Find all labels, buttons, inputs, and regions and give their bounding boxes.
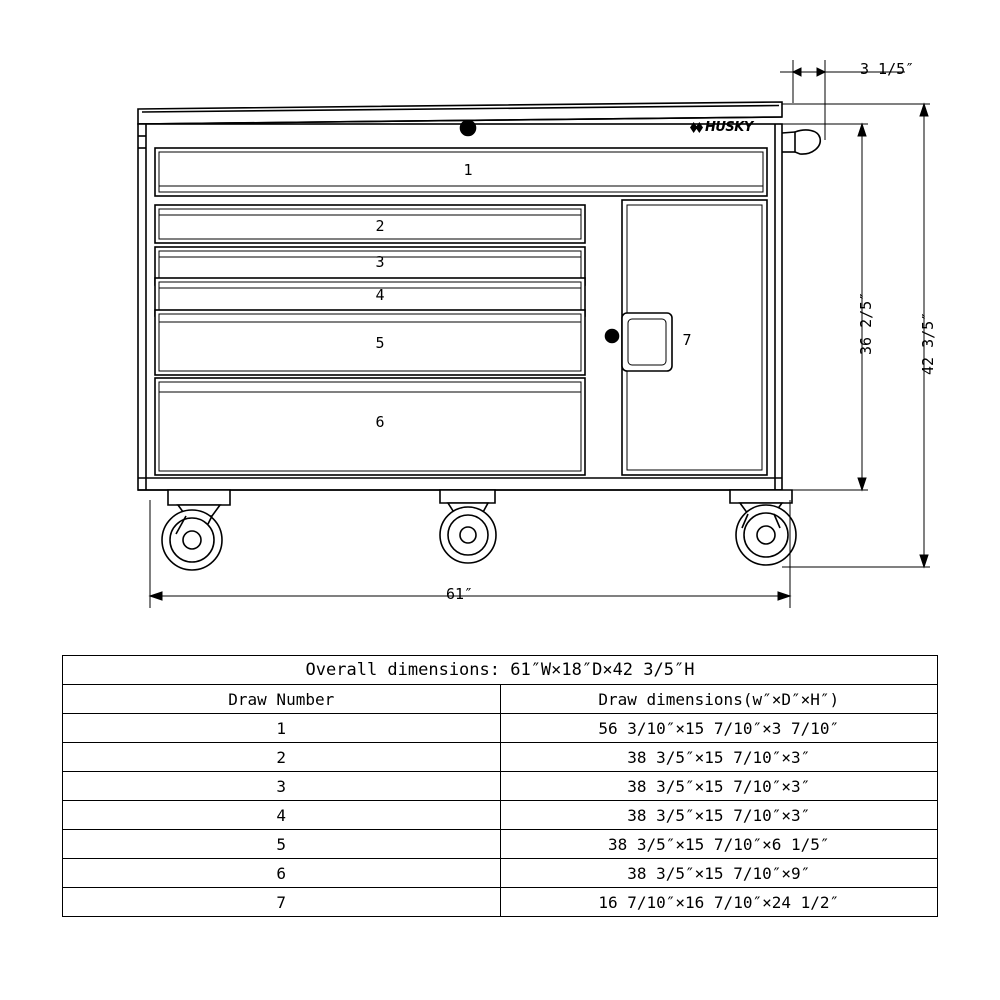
drawer-label-6: 6 (375, 413, 385, 431)
table-header-row (63, 685, 938, 714)
drawer-label-3: 3 (375, 253, 385, 271)
drawer-label-1: 1 (463, 161, 473, 179)
row-number: 1 (63, 714, 501, 743)
table-row (63, 830, 938, 859)
row-dims: 38 3/5″×15 7/10″×6 1/5″ (500, 830, 938, 859)
row-dims: 38 3/5″×15 7/10″×9″ (500, 859, 938, 888)
drawer-label-5: 5 (375, 334, 385, 352)
row-number: 5 (63, 830, 501, 859)
row-dims: 38 3/5″×15 7/10″×3″ (500, 772, 938, 801)
drawer-label-7: 7 (682, 331, 692, 349)
row-dims: 38 3/5″×15 7/10″×3″ (500, 801, 938, 830)
table-row (63, 888, 938, 917)
row-number: 6 (63, 859, 501, 888)
drawer-label-2: 2 (375, 217, 385, 235)
table-row (63, 743, 938, 772)
brand-wordmark: HUSKY (705, 120, 753, 135)
row-dims: 38 3/5″×15 7/10″×3″ (500, 743, 938, 772)
table-row (63, 859, 938, 888)
row-dims: 56 3/10″×15 7/10″×3 7/10″ (500, 714, 938, 743)
header-draw-dimensions: Draw dimensions(w″×D″×H″) (500, 685, 938, 714)
drawer-label-4: 4 (375, 286, 385, 304)
row-number: 4 (63, 801, 501, 830)
overall-dimensions-title: Overall dimensions: 61″W×18″D×42 3/5″H (63, 656, 938, 685)
row-number: 3 (63, 772, 501, 801)
table-row (63, 801, 938, 830)
row-number: 2 (63, 743, 501, 772)
table-row (63, 714, 938, 743)
dim-top-offset: 3 1/5″ (860, 60, 915, 78)
table-row-title (63, 656, 938, 685)
dimensions-table (62, 655, 938, 917)
table-row (63, 772, 938, 801)
header-draw-number: Draw Number (63, 685, 501, 714)
dim-total-height: 42 3/5″ (919, 311, 937, 375)
husky-mark-icon (690, 122, 703, 133)
husky-brand-logo (690, 120, 753, 135)
row-number: 7 (63, 888, 501, 917)
dim-width: 61″ (446, 585, 474, 603)
row-dims: 16 7/10″×16 7/10″×24 1/2″ (500, 888, 938, 917)
dim-body-height: 36 2/5″ (857, 291, 875, 355)
